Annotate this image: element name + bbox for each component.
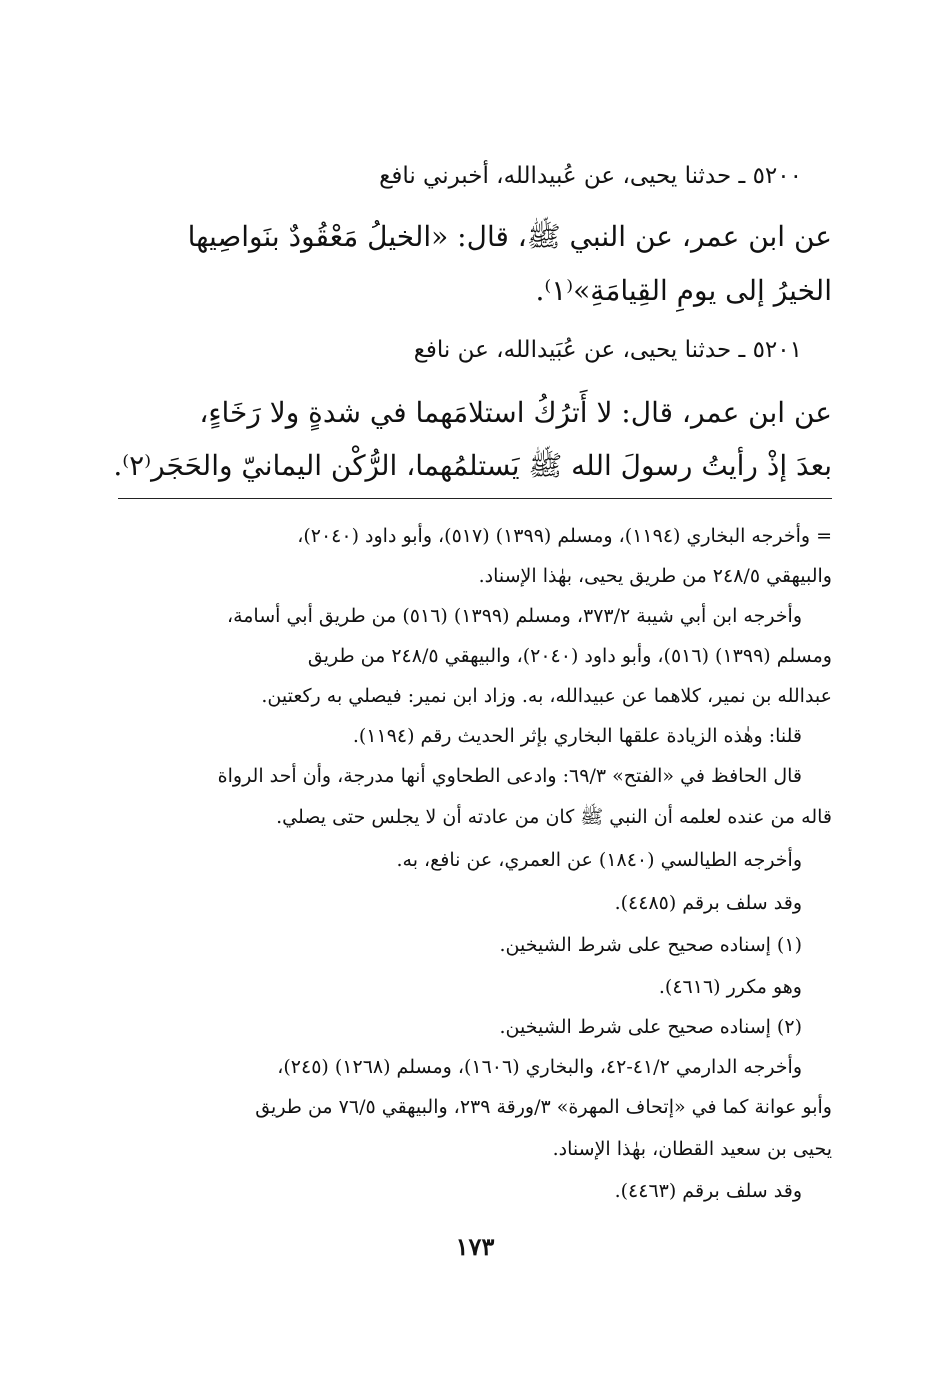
footnote-divider bbox=[118, 498, 832, 499]
hadith-5200-matn-line-1: عن ابن عمر، عن النبي ﷺ، قال: «الخيلُ مَعْقُودٌ بنَواصِيها bbox=[187, 220, 832, 253]
footnote-line: وأخرجه ابن أبي شيبة ٣٧٣/٢، ومسلم (١٣٩٩) (٥١٦) من طريق أبي أسامة، bbox=[226, 605, 802, 627]
hadith-5200-matn-line-2: الخيرُ إلى يومِ القِيامَةِ»⁽١⁾. bbox=[535, 274, 832, 307]
footnote-line: = وأخرجه البخاري (١١٩٤)، ومسلم (١٣٩٩) (٥١٧)، وأبو داود (٢٠٤٠)، bbox=[297, 525, 832, 547]
footnote-line: ومسلم (١٣٩٩) (٥١٦)، وأبو داود (٢٠٤٠)، والبيهقي ٢٤٨/٥ من طريق bbox=[307, 645, 832, 667]
footnote-line: يحيى بن سعيد القطان، بهٰذا الإسناد. bbox=[552, 1138, 832, 1160]
footnote-line: قلنا: وهٰذه الزيادة علقها البخاري بإثر الحديث رقم (١١٩٤). bbox=[352, 725, 802, 747]
footnote-line: والبيهقي ٢٤٨/٥ من طريق يحيى، بهٰذا الإسناد. bbox=[478, 565, 832, 587]
footnote-line: عبدالله بن نمير، كلاهما عن عبيدالله، به. وزاد ابن نمير: فيصلي به ركعتين. bbox=[261, 685, 832, 707]
footnote-1-line: (١) إسناده صحيح على شرط الشيخين. bbox=[499, 934, 802, 956]
page-number: ١٧٣ bbox=[455, 1232, 495, 1261]
hadith-5200-isnad: ٥٢٠٠ ـ حدثنا يحيى، عن عُبيدالله، أخبرني نافع bbox=[379, 163, 802, 189]
footnote-line: وأبو عوانة كما في «إتحاف المهرة» ٣/ورقة ٢٣٩، والبيهقي ٧٦/٥ من طريق bbox=[255, 1096, 832, 1118]
footnote-line: وأخرجه الدارمي ٤١/٢-٤٢، والبخاري (١٦٠٦)، ومسلم (١٢٦٨) (٢٤٥)، bbox=[277, 1056, 802, 1078]
footnote-line: وأخرجه الطيالسي (١٨٤٠) عن العمري، عن نافع، به. bbox=[396, 849, 802, 871]
hadith-5201-matn-line-1: عن ابن عمر، قال: لا أَترُكُ استلامَهما في شدةٍ ولا رَخَاءٍ، bbox=[199, 396, 832, 429]
hadith-5201-matn-line-2: بعدَ إذْ رأيتُ رسولَ الله ﷺ يَستلمُهما، الرُّكْن اليمانيّ والحَجَر⁽٢⁾. bbox=[113, 449, 832, 482]
footnote-line: وقد سلف برقم (٤٤٨٥). bbox=[614, 892, 802, 914]
footnote-line: قاله من عنده لعلمه أن النبي ﷺ كان من عادته أن لا يجلس حتى يصلي. bbox=[276, 806, 832, 828]
footnote-line: قال الحافظ في «الفتح» ٦٩/٣: وادعى الطحاوي أنها مدرجة، وأن أحد الرواة bbox=[217, 765, 802, 787]
footnote-line: وهو مكرر (٤٦١٦). bbox=[658, 976, 802, 998]
footnote-2-line: (٢) إسناده صحيح على شرط الشيخين. bbox=[499, 1016, 802, 1038]
hadith-5201-isnad: ٥٢٠١ ـ حدثنا يحيى، عن عُبَيدالله، عن نافع bbox=[413, 337, 802, 363]
footnote-line: وقد سلف برقم (٤٤٦٣). bbox=[614, 1180, 802, 1202]
